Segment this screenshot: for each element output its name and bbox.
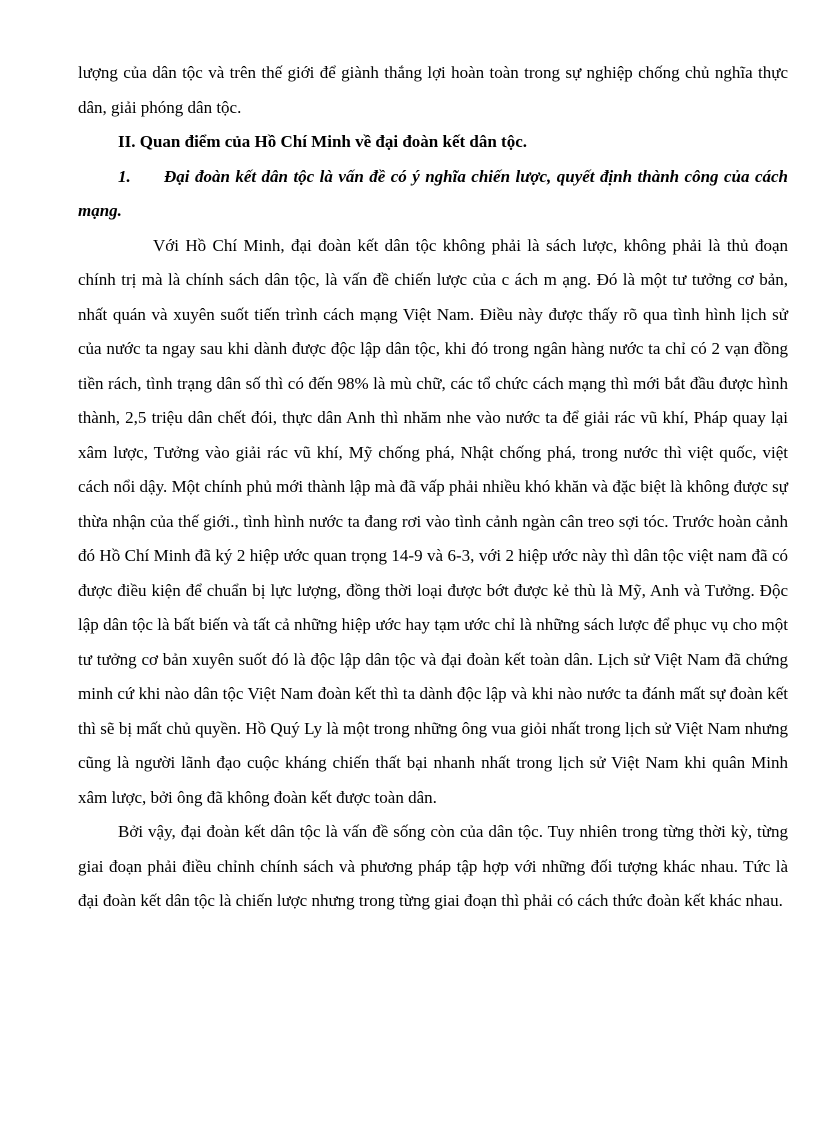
continuation-paragraph: lượng của dân tộc và trên thế giới để giành thắng lợi hoàn toàn trong sự nghiệp chống chủ nghĩa thực dân, giải phóng dân tộc.	[78, 63, 788, 117]
document-page	[78, 56, 788, 919]
subheading	[78, 160, 788, 229]
body-paragraph-1: Với Hồ Chí Minh, đại đoàn kết dân tộc không phải là sách lược, không phải là thủ đoạn chính trị mà là chính sách dân tộc, là vấn đề chiến lược của c ách m ạng. Đó là một tư tưởng cơ bản, nhất quán và xuyên suốt tiến trình cách mạng Việt Nam. Điều này được thấy rõ qua tình hình lịch sử của nước ta ngay sau khi dành được độc lập dân tộc, khi đó trong ngân hàng nước ta chỉ có 2 vạn đồng tiền rách, tình trạng dân số thì có đến 98% là mù chữ, các tổ chức cách mạng thì mới bắt đầu được hình thành, 2,5 triệu dân chết đói, thực dân Anh thì nhăm nhe vào nước ta để giải rác vũ khí, Pháp quay lại xâm lược, Tưởng vào giải rác vũ khí, Mỹ chống phá, Nhật chống phá, trong nước thì việt quốc, việt cách nổi dậy. Một chính phủ mới thành lập mà đã vấp phải nhiều khó khăn và đặc biệt là không được sự thừa nhận của thế giới., tình hình nước ta đang rơi vào tình cảnh ngàn cân treo sợi tóc. Trước hoàn cảnh đó Hồ Chí Minh đã ký 2 hiệp ước quan trọng 14-9 và 6-3, với 2 hiệp ước này thì dân tộc việt nam đã có được điều kiện để chuẩn bị lực lượng, đồng thời loại được bớt được kẻ thù là Mỹ, Anh và Tưởng. Độc lập dân tộc là bất biến và tất cả những hiệp ước hay tạm ước chỉ là những sách lược để phục vụ cho một tư tưởng cơ bản xuyên suốt đó là độc lập dân tộc và đại đoàn kết toàn dân. Lịch sử Việt Nam đã chứng minh cứ khi nào dân tộc Việt Nam đoàn kết thì ta dành độc lập và khi nào nước ta đánh mất sự đoàn kết thì sẽ bị mất chủ quyền. Hồ Quý Ly là một trong những ông vua giỏi nhất trong lịch sử Việt Nam nhưng cũng là người lãnh đạo cuộc kháng chiến thất bại nhanh nhất trong lịch sử Việt Nam khi quân Minh xâm lược, bởi ông đã không đoàn kết được toàn dân.	[78, 235, 788, 807]
section-heading: II. Quan điểm của Hồ Chí Minh về đại đoàn kết dân tộc.	[118, 132, 528, 151]
body-paragraph-2: Bởi vậy, đại đoàn kết dân tộc là vấn đề sống còn của dân tộc. Tuy nhiên trong từng thời kỳ, từng giai đoạn phải điều chỉnh chính sách và phương pháp tập hợp với những đối tượng khác nhau. Tức là đại đoàn kết dân tộc là chiến lược nhưng trong từng giai đoạn thì phải có cách thức đoàn kết khác nhau.	[78, 822, 788, 910]
subheading-number: 1.	[118, 166, 131, 186]
subheading-text: Đại đoàn kết dân tộc là vấn đề có ý nghĩa chiến lược, quyết định thành công của cách mạng.	[78, 166, 788, 220]
